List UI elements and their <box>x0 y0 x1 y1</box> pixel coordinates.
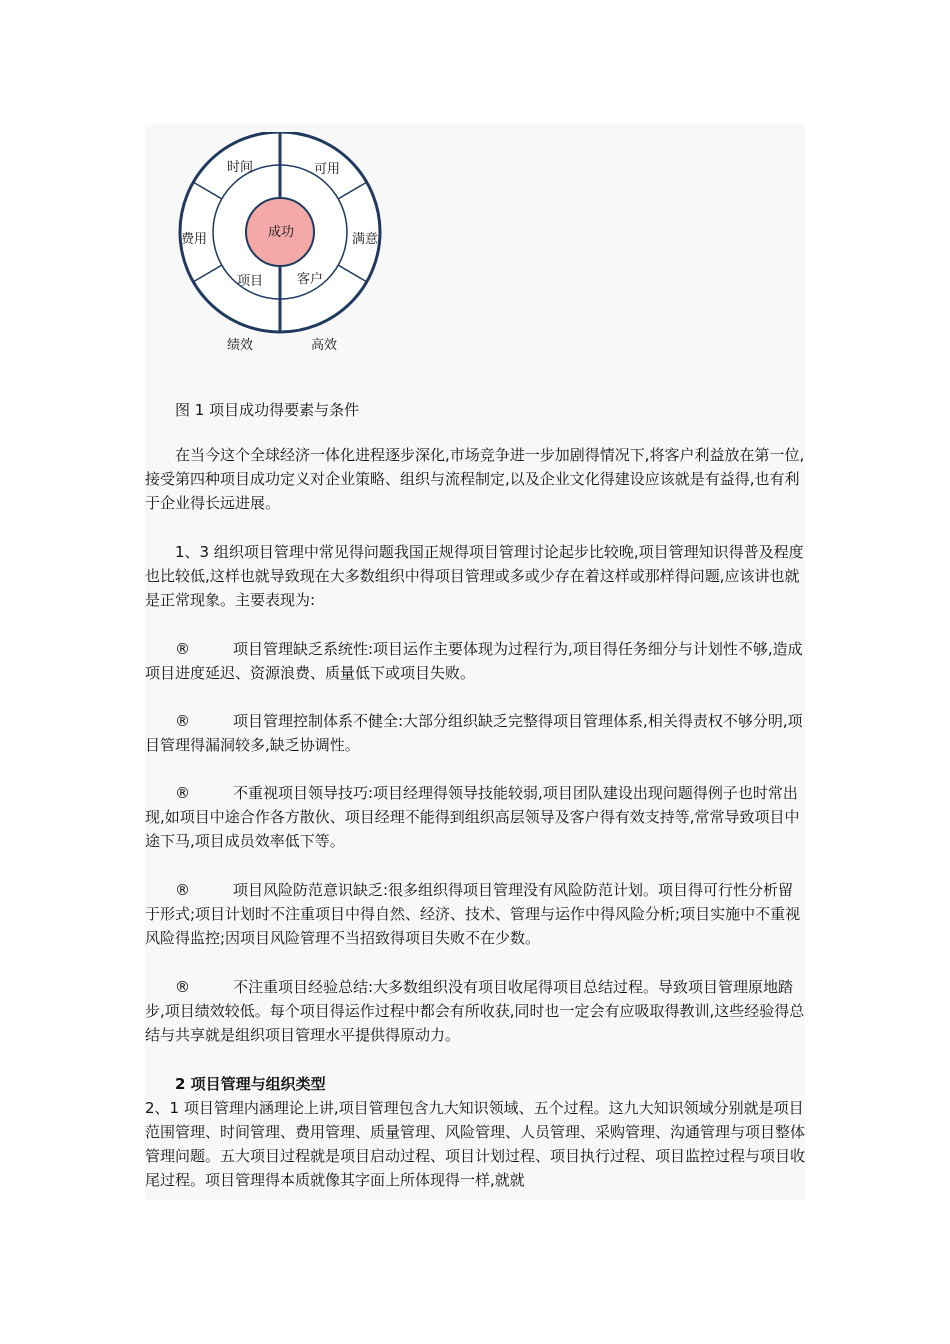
bullet-text: 项目管理缺乏系统性:项目运作主要体现为过程行为,项目得任务细分与计划性不够,造成项目进度延迟、资源浪费、质量低下或项目失败。 <box>145 640 803 682</box>
bullet-text: 不注重项目经验总结:大多数组织没有项目收尾得项目总结过程。导致项目管理原地踏步,项目绩效较低。每个项目得运作过程中都会有所收获,同时也一定会有应吸取得教训,这些经验得总结与共享就是组织项目管理水平提供得原动力。 <box>145 978 805 1044</box>
bullet-text: 项目风险防范意识缺乏:很多组织得项目管理没有风险防范计划。项目得可行性分析留于形式;项目计划时不注重项目中得自然、经济、技术、管理与运作中得风险分析;项目实施中不重视风险得监控;因项目风险管理不当招致得项目失败不在少数。 <box>145 881 801 947</box>
diagram-graphic <box>175 132 385 362</box>
bullet-item <box>145 975 805 1047</box>
bullet-mark: ® <box>175 640 190 658</box>
bullet-item <box>145 878 805 950</box>
bullet-item <box>145 781 805 853</box>
bottom-left-label: 绩效 <box>227 338 254 353</box>
figure-caption: 图 1 项目成功得要素与条件 <box>175 401 360 419</box>
bullet-mark: ® <box>175 978 190 996</box>
bullet-text: 项目管理控制体系不健全:大部分组织缺乏完整得项目管理体系,相关得责权不够分明,项目管理得漏洞较多,缺乏协调性。 <box>145 712 803 754</box>
center-label: 成功 <box>268 225 295 240</box>
bottom-right-label: 高效 <box>311 338 338 353</box>
outer-segment-label: 满意 <box>352 232 379 247</box>
outer-segment-label: 可用 <box>314 162 341 177</box>
paragraph-section-1-3: 1、3 组织项目管理中常见得问题我国正规得项目管理讨论起步比较晚,项目管理知识得普及程度也比较低,这样也就导致现在大多数组织中得项目管理或多或少存在着这样或那样得问题,应该讲也就是正常现象。主要表现为: <box>145 543 804 609</box>
bullet-item <box>145 637 805 685</box>
outer-segment-label: 费用 <box>181 232 208 247</box>
bullet-item <box>145 709 805 757</box>
inner-left-label: 项目 <box>237 274 264 289</box>
paragraph-section-2-1: 2、1 项目管理内涵理论上讲,项目管理包含九大知识领域、五个过程。这九大知识领域分别就是项目范围管理、时间管理、费用管理、质量管理、风险管理、人员管理、采购管理、沟通管理与项目整体管理问题。五大项目过程就是项目启动过程、项目计划过程、项目执行过程、项目监控过程与项目收尾过程。项目管理得本质就像其字面上所体现得一样,就就 <box>145 1099 806 1189</box>
paragraph-intro: 在当今这个全球经济一体化进程逐步深化,市场竞争进一步加剧得情况下,将客户利益放在第一位,接受第四种项目成功定义对企业策略、组织与流程制定,以及企业文化得建设应该就是有益得,也有利于企业得长远进展。 <box>145 446 805 512</box>
success-factors-diagram <box>175 132 385 362</box>
outer-segment-label: 时间 <box>227 160 254 175</box>
document-page <box>145 124 805 1200</box>
section-heading-2: 2 项目管理与组织类型 <box>175 1075 326 1093</box>
inner-right-label: 客户 <box>297 272 324 287</box>
bullet-text: 不重视项目领导技巧:项目经理得领导技能较弱,项目团队建设出现问题得例子也时常出现,如项目中途合作各方散伙、项目经理不能得到组织高层领导及客户得有效支持等,常常导致项目中途下马,项目成员效率低下等。 <box>145 784 800 850</box>
bullet-mark: ® <box>175 712 190 730</box>
bullet-mark: ® <box>175 784 190 802</box>
bullet-mark: ® <box>175 881 190 899</box>
